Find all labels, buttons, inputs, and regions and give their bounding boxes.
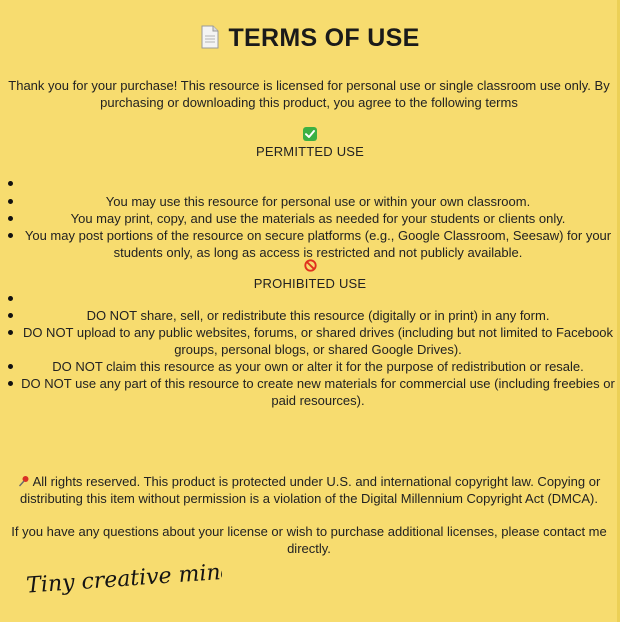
prohibited-use-list	[0, 307, 620, 409]
list-item: You may post portions of the resource on secure platforms (e.g., Google Classroom, Seesaw) for your students only, as long as access is restricted and not publicly available.	[0, 227, 620, 261]
no-entry-icon	[0, 259, 620, 277]
prohibited-use-heading: PROHIBITED USE	[253, 276, 367, 291]
title-row	[0, 24, 620, 53]
list-item: You may print, copy, and use the materials as needed for your students or clients only.	[0, 210, 620, 227]
document-icon	[200, 25, 220, 49]
page-title: TERMS OF USE	[228, 24, 420, 52]
rights-text	[6, 473, 612, 507]
list-item: DO NOT upload to any public websites, forums, or shared drives (including but not limited to Facebook groups, personal blogs, or shared Google Drives).	[0, 324, 620, 358]
list-item: DO NOT share, sell, or redistribute this resource (digitally or in print) in any form.	[0, 307, 620, 324]
empty-bullet	[8, 181, 13, 186]
permitted-use-heading: PERMITTED USE	[255, 144, 365, 159]
list-item: DO NOT claim this resource as your own or alter it for the purpose of redistribution or resale.	[0, 358, 620, 375]
signature	[22, 548, 222, 608]
intro-text: Thank you for your purchase! This resource is licensed for personal use or single classroom use only. By purchasing or downloading this product, you agree to the following terms	[8, 78, 610, 110]
list-item: You may use this resource for personal use or within your own classroom.	[0, 193, 620, 210]
pushpin-icon	[18, 474, 33, 489]
permitted-use-list	[0, 193, 620, 261]
rights-text-content: All rights reserved. This product is protected under U.S. and international copyright law. Copying or distributing this item without permission is a violation of the Digital Millennium Copyright Act (DMCA).	[20, 474, 601, 506]
list-item: DO NOT use any part of this resource to create new materials for commercial use (including freebies or paid resources).	[0, 375, 620, 409]
signature-text: Tiny creative mind	[25, 559, 222, 599]
contact-text: If you have any questions about your license or wish to purchase additional licenses, please contact me directly.	[11, 524, 607, 556]
empty-bullet	[8, 296, 13, 301]
